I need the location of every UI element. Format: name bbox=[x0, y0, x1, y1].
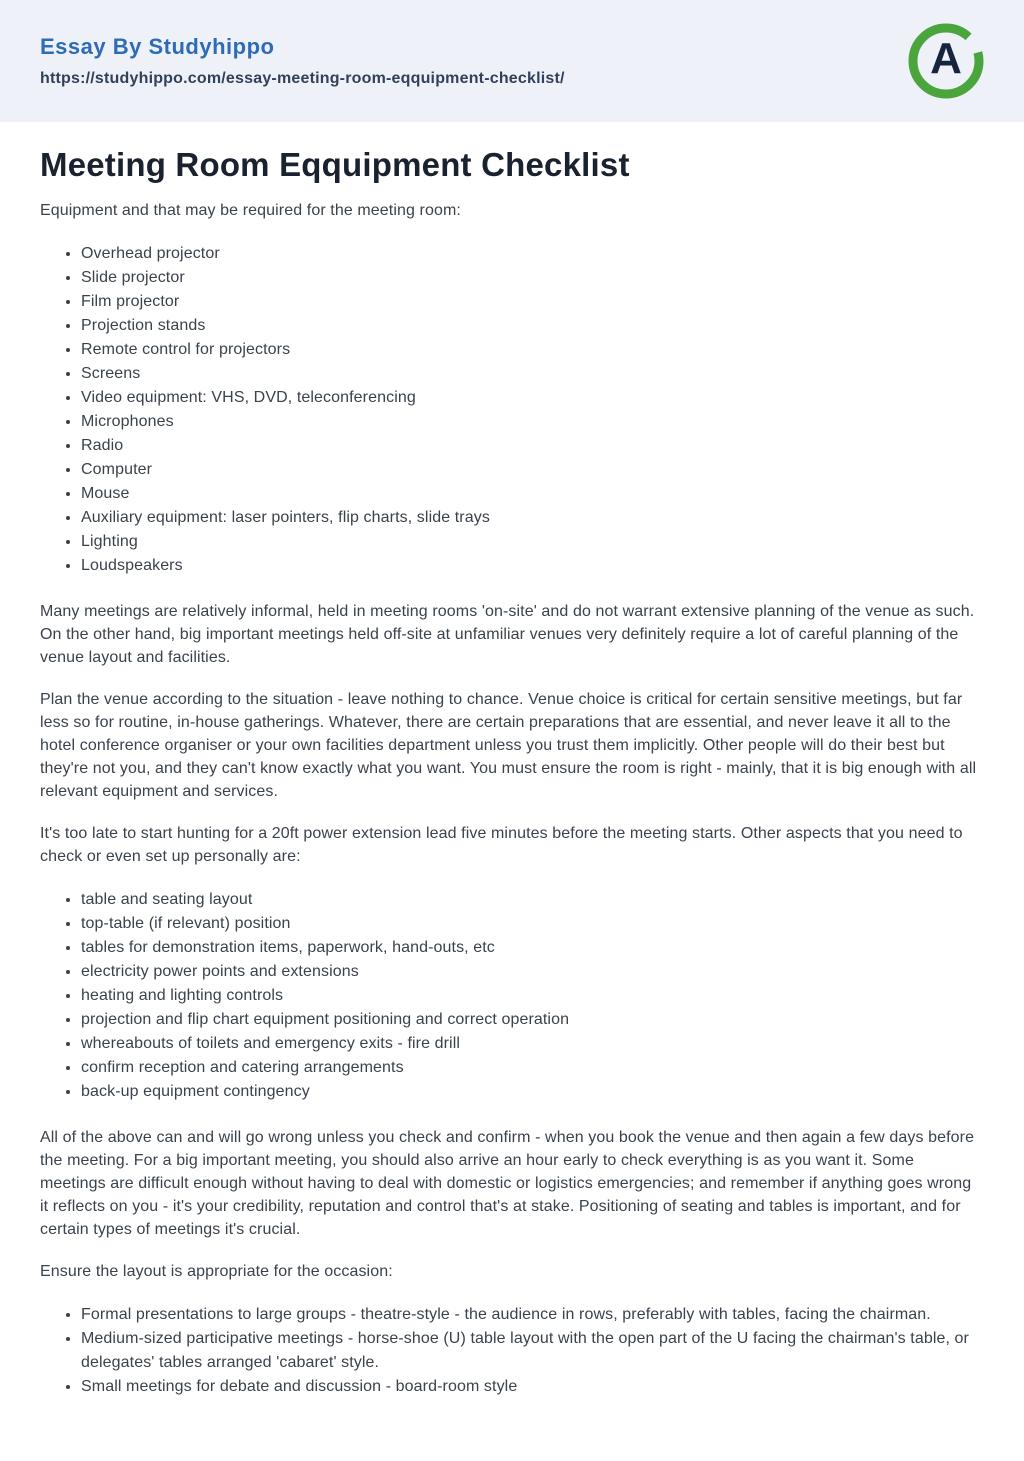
essay-title: Meeting Room Eqquipment Checklist bbox=[40, 146, 630, 183]
essay-article bbox=[0, 122, 1024, 1461]
setup-checklist bbox=[40, 888, 982, 1104]
paragraph-ensure-layout: Ensure the layout is appropriate for the occasion: bbox=[40, 1263, 393, 1280]
list-item: • Radio bbox=[81, 434, 982, 458]
list-item: • confirm reception and catering arrangements bbox=[81, 1056, 982, 1080]
list-item: • Small meetings for debate and discussion - board-room style bbox=[81, 1375, 982, 1399]
list-item: • Video equipment: VHS, DVD, teleconferencing bbox=[81, 386, 982, 410]
list-item: • tables for demonstration items, paperwork, hand-outs, etc bbox=[81, 936, 982, 960]
list-item: • Microphones bbox=[81, 410, 982, 434]
list-item: • Projection stands bbox=[81, 314, 982, 338]
layout-styles-list bbox=[40, 1303, 982, 1399]
paragraph-check-confirm: All of the above can and will go wrong unless you check and confirm - when you book the venue and then again a few days before the meeting. For a big important meeting, you should also arrive an hour early to check everything is as you want it. Some meetings are difficult enough without having to deal with domestic or logistics emergencies; and remember if anything goes wrong it reflects on you - it's your credibility, reputation and control that's at stake. Positioning of seating and tables is important, and for certain types of meetings it's crucial. bbox=[40, 1129, 975, 1238]
logo-letter: A bbox=[930, 34, 962, 84]
list-item: • Mouse bbox=[81, 482, 982, 506]
list-item: • Overhead projector bbox=[81, 242, 982, 266]
page-header bbox=[0, 0, 1024, 122]
list-item: • Slide projector bbox=[81, 266, 982, 290]
paragraph-informal-meetings: Many meetings are relatively informal, held in meeting rooms 'on-site' and do not warrant extensive planning of the venue as such. On the other hand, big important meetings held off-site at unfamiliar venues very definitely require a lot of careful planning of the venue layout and facilities. bbox=[40, 603, 975, 666]
list-item: • Film projector bbox=[81, 290, 982, 314]
list-item: • Auxiliary equipment: laser pointers, flip charts, slide trays bbox=[81, 506, 982, 530]
list-item: • table and seating layout bbox=[81, 888, 982, 912]
equipment-list bbox=[40, 242, 982, 578]
list-item: • Formal presentations to large groups - theatre-style - the audience in rows, preferably with tables, facing the chairman. bbox=[81, 1303, 982, 1327]
paragraph-too-late: It's too late to start hunting for a 20ft power extension lead five minutes before the meeting starts. Other aspects that you need to check or even set up personally are: bbox=[40, 825, 963, 865]
list-item: • heating and lighting controls bbox=[81, 984, 982, 1008]
studyhippo-logo[interactable] bbox=[908, 23, 984, 99]
list-item: • back-up equipment contingency bbox=[81, 1080, 982, 1104]
list-item: • Loudspeakers bbox=[81, 554, 982, 578]
list-item: • projection and flip chart equipment positioning and correct operation bbox=[81, 1008, 982, 1032]
list-item: • Medium-sized participative meetings - horse-shoe (U) table layout with the open part of the U facing the chairman's table, or delegates' tables arranged 'cabaret' style. bbox=[81, 1327, 982, 1375]
essay-url-link[interactable]: https://studyhippo.com/essay-meeting-room-eqquipment-checklist/ bbox=[40, 70, 565, 87]
intro-paragraph: Equipment and that may be required for the meeting room: bbox=[40, 202, 461, 219]
list-item: • electricity power points and extensions bbox=[81, 960, 982, 984]
list-item: • whereabouts of toilets and emergency exits - fire drill bbox=[81, 1032, 982, 1056]
list-item: • Lighting bbox=[81, 530, 982, 554]
list-item: • Screens bbox=[81, 362, 982, 386]
header-text-block bbox=[40, 34, 565, 88]
list-item: • Computer bbox=[81, 458, 982, 482]
list-item: • top-table (if relevant) position bbox=[81, 912, 982, 936]
list-item: • Remote control for projectors bbox=[81, 338, 982, 362]
site-title: Essay By Studyhippo bbox=[40, 34, 275, 59]
paragraph-plan-venue: Plan the venue according to the situation - leave nothing to chance. Venue choice is critical for certain sensitive meetings, but far less so for routine, in-house gatherings. Whatever, there are certain preparations that are essential, and never leave it all to the hotel conference organiser or your own facilities department unless you trust them implicitly. Other people will do their best but they're not you, and they can't know exactly what you want. You must ensure the room is right - mainly, that it is big enough with all relevant equipment and services. bbox=[40, 691, 977, 800]
